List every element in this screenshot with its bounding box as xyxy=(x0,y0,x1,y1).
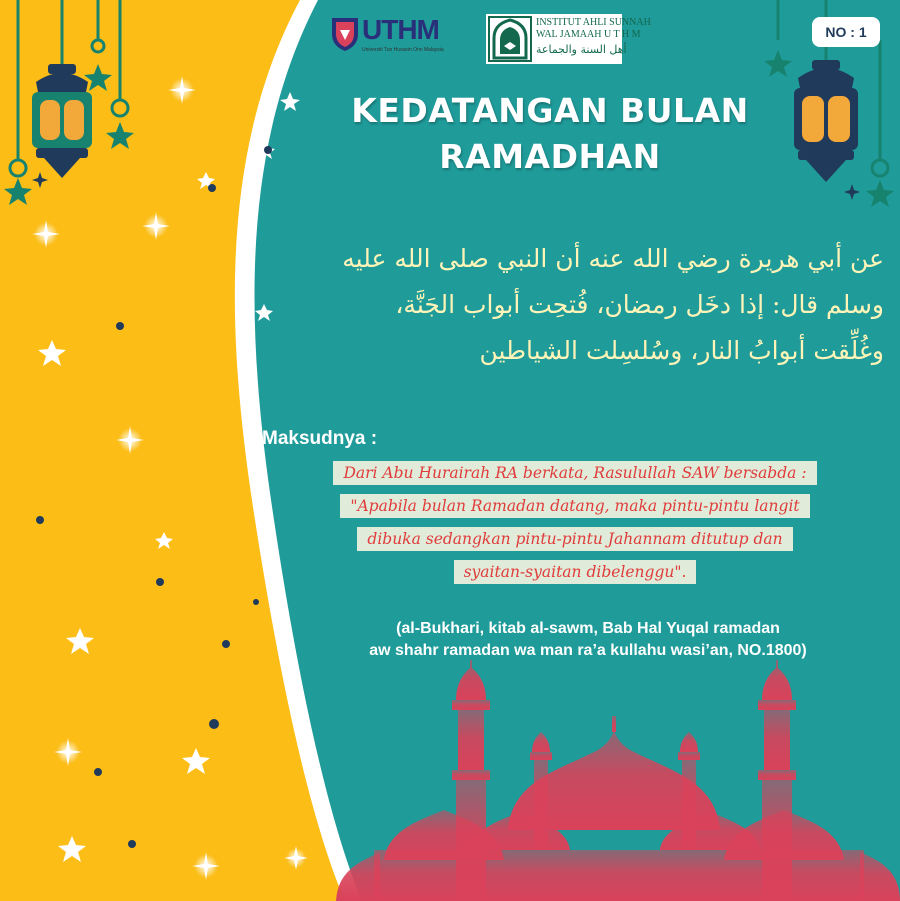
hadith-reference xyxy=(318,618,858,662)
page-title xyxy=(340,88,760,180)
translation-line: syaitan-syaitan dibelenggu". xyxy=(454,560,697,584)
page-number-badge: NO : 1 xyxy=(812,17,880,47)
star-icon xyxy=(84,64,112,91)
star-icon xyxy=(106,122,134,149)
star-icon xyxy=(4,178,32,205)
shield-icon xyxy=(330,16,360,52)
star-icon xyxy=(32,172,48,188)
translation-text xyxy=(318,462,832,594)
institute-name-line2: WAL JAMAAH U T H M xyxy=(536,29,641,40)
translation-line: dibuka sedangkan pintu-pintu Jahannam ditutup dan xyxy=(357,527,792,551)
title-line-2: RAMADHAN xyxy=(439,137,661,176)
hadith-arabic-line: وغُلِّقت أبوابُ النار، وسُلسِلت الشياطين xyxy=(479,336,884,365)
institute-name-line1: INSTITUT AHLI SUNNAH xyxy=(536,17,651,28)
reference-line-1: (al-Bukhari, kitab al-sawm, Bab Hal Yuqal ramadan xyxy=(396,620,780,637)
mosque-emblem-icon xyxy=(488,16,532,62)
uthm-wordmark: UTHM xyxy=(362,14,439,45)
title-line-1: KEDATANGAN BULAN xyxy=(351,91,749,130)
uthm-subtitle: Universiti Tun Hussein Onn Malaysia xyxy=(362,47,444,53)
lantern-icon xyxy=(32,64,92,178)
uthm-logo xyxy=(330,14,462,60)
reference-line-2: aw shahr ramadan wa man ra’a kullahu wasi’an, NO.1800) xyxy=(369,642,807,659)
institute-name-arabic: أهل السنة والجماعة xyxy=(536,43,627,56)
hadith-arabic-line: عن أبي هريرة رضي الله عنه أن النبي صلى الله عليه xyxy=(342,244,884,273)
hadith-arabic xyxy=(290,236,884,374)
translation-heading: Maksudnya : xyxy=(262,428,378,449)
translation-line: Dari Abu Hurairah RA berkata, Rasulullah SAW bersabda : xyxy=(333,461,816,485)
translation-line: "Apabila bulan Ramadan datang, maka pintu-pintu langit xyxy=(340,494,809,518)
institute-logo xyxy=(486,14,651,64)
hadith-arabic-line: وسلم قال: إذا دخَل رمضان، فُتحِت أبواب الجَنَّة، xyxy=(395,290,884,319)
